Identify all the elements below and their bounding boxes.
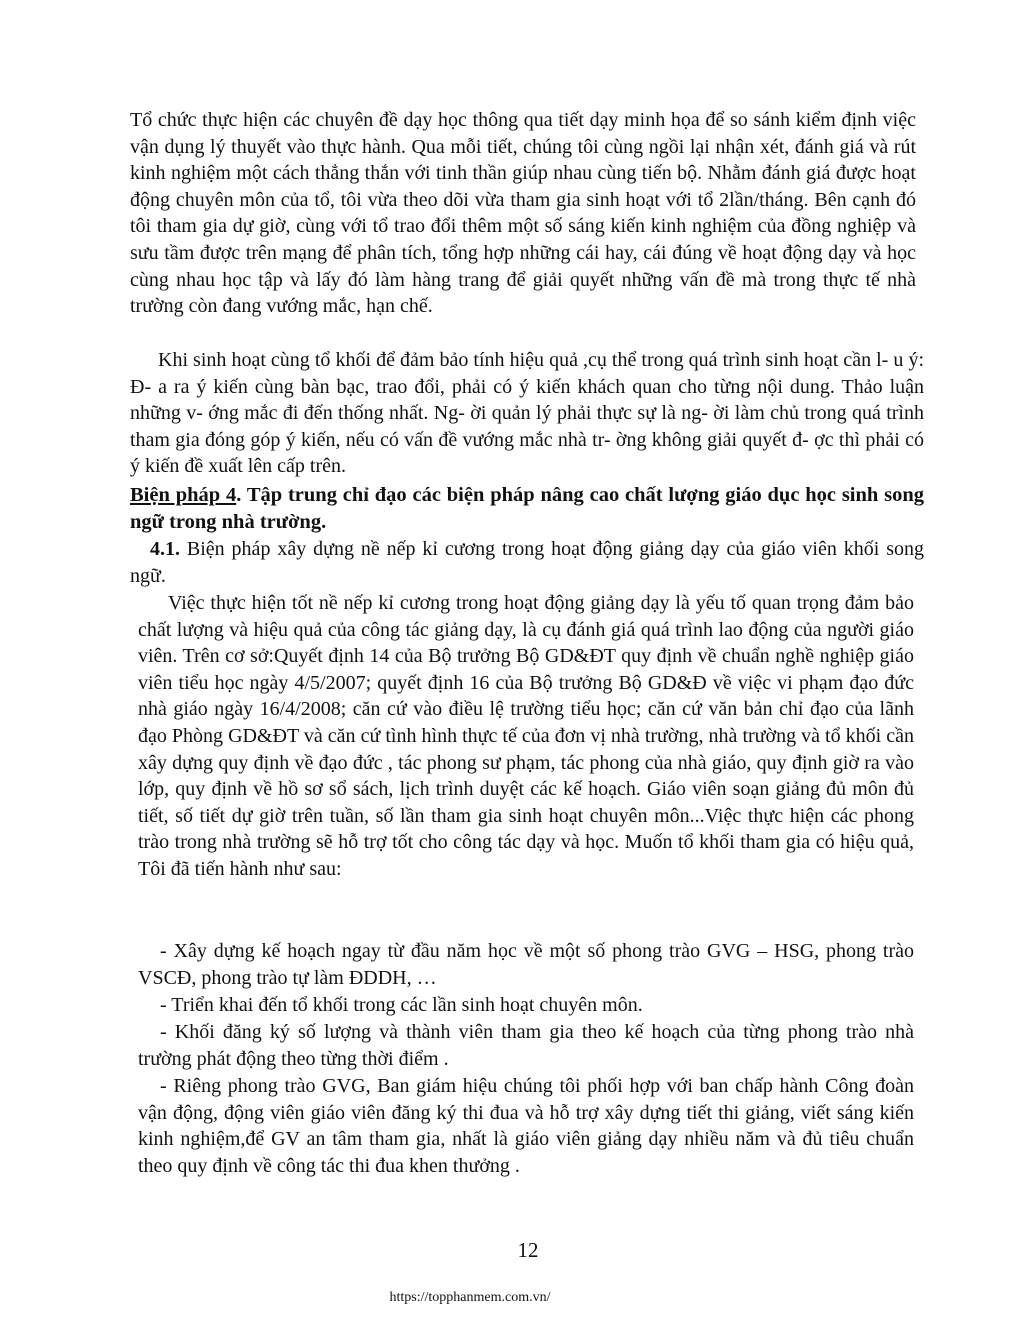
subsection-number: 4.1.	[150, 538, 180, 560]
footer-url: https://topphanmem.com.vn/	[389, 1290, 551, 1305]
subsection-heading-4-1	[130, 536, 924, 589]
paragraph-subject-activities: Tổ chức thực hiện các chuyên đề dạy học thông qua tiết dạy minh họa để so sánh kiểm định việc vận dụng lý thuyết vào thực hành. Qua mỗi tiết, chúng tôi cùng ngồi lại nhận xét, đánh giá và rút kinh nghiệm một cách thẳng thắn với tinh thần giúp nhau cùng tiến bộ. Nhằm đánh giá được hoạt động chuyên môn của tổ, tôi vừa theo dõi vừa tham gia sinh hoạt với tổ 2lần/tháng. Bên cạnh đó tôi tham gia dự giờ, cùng với tổ trao đổi thêm một số sáng kiến kinh nghiệm của đồng nghiệp và sưu tầm được trên mạng để phân tích, tổng hợp những cái hay, cái đúng về hoạt động dạy và học cùng nhau học tập và lấy đó làm hàng trang để giải quyết những vấn đề mà trong thực tế nhà trường còn đang vướng mắc, hạn chế.	[130, 109, 916, 318]
page-number: 12	[517, 1238, 539, 1262]
section-heading-measure-4	[130, 482, 924, 535]
paragraph-discipline: Việc thực hiện tốt nề nếp kỉ cương trong hoạt động giảng dạy là yếu tố quan trọng đảm bảo chất lượng và hiệu quả của công tác giảng dạy, là cụ đánh giá quá trình lao động của người giáo viên. Trên cơ sở:Quyết định 14 của Bộ trưởng Bộ GD&ĐT quy định về chuẩn nghề nghiệp giáo viên tiểu học ngày 4/5/2007; quyết định 16 của Bộ trưởng Bộ GD&Đ về việc vi phạm đạo đức nhà giáo ngày 16/4/2008; căn cứ vào điều lệ trường tiểu học; căn cứ văn bản chỉ đạo của lãnh đạo Phòng GD&ĐT và căn cứ tình hình thực tế của đơn vị nhà trường, nhà trường và tổ khối cần xây dựng quy định về đạo đức , tác phong sư phạm, tác phong của nhà giáo, quy định giờ ra vào lớp, quy định về hồ sơ sổ sách, lịch trình duyệt các kế hoạch. Giáo viên soạn giảng đủ môn đủ tiết, số tiết dự giờ trên tuần, số lần tham gia sinh hoạt chuyên môn...Việc thực hiện các phong trào trong nhà trường sẽ hỗ trợ tốt cho công tác dạy và học. Muốn tổ khối tham gia có hiệu quả, Tôi đã tiến hành như sau:	[138, 592, 914, 880]
heading-text: . Tập trung chỉ đạo các biện pháp nâng cao chất lượng giáo dục học sinh song ngữ trong nhà trường.	[130, 484, 924, 533]
heading-label: Biện pháp 4	[130, 484, 237, 506]
list-item-plan: - Xây dựng kế hoạch ngay từ đầu năm học về một số phong trào GVG – HSG, phong trào VSCĐ, phong trào tự làm ĐDDH, …	[138, 940, 914, 989]
subsection-title: Biện pháp xây dựng nề nếp kỉ cương trong hoạt động giảng dạy của giáo viên khối song ngữ.	[130, 538, 924, 587]
list-item-gvg-movement: - Riêng phong trào GVG, Ban giám hiệu chúng tôi phối hợp với ban chấp hành Công đoàn vận động, động viên giáo viên đăng ký thi đua và hỗ trợ xây dựng tiết thi giảng, viết sáng kiến kinh nghiệm,để GV an tâm tham gia, nhất là giáo viên giảng dạy nhiều năm và đủ tiêu chuẩn theo quy định về công tác thi đua khen thưởng .	[138, 1075, 914, 1177]
paragraph-group-meetings: Khi sinh hoạt cùng tổ khối để đảm bảo tính hiệu quả ,cụ thể trong quá trình sinh hoạt cần l- u ý: Đ- a ra ý kiến cùng bàn bạc, trao đổi, phải có ý kiến khách quan cho từng nội dung. Thảo luận những v- ớng mắc đi đến thống nhất. Ng- ời quản lý phải thực sự là ng- ời làm chủ trong quá trình tham gia đóng góp ý kiến, nếu có vấn đề vướng mắc nhà tr- ờng không giải quyết đ- ợc thì phải có ý kiến đề xuất lên cấp trên.	[130, 349, 924, 478]
list-item-deploy: - Triển khai đến tổ khối trong các lần sinh hoạt chuyên môn.	[160, 994, 643, 1016]
list-item-register: - Khối đăng ký số lượng và thành viên tham gia theo kế hoạch của từng phong trào nhà trường phát động theo từng thời điểm .	[138, 1021, 914, 1070]
